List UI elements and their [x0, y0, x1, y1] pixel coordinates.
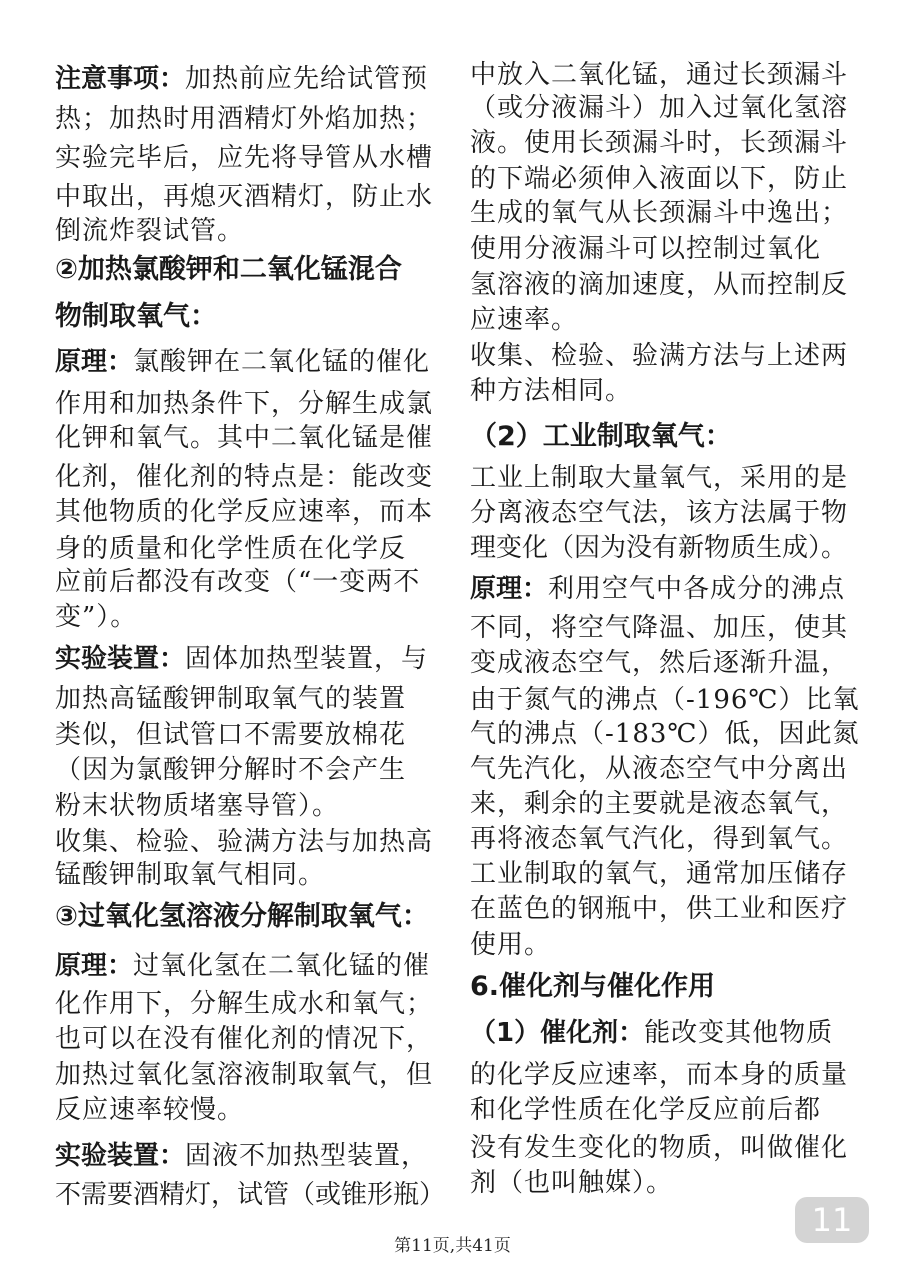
text-line: 来，剩余的主要就是液态氧气，: [470, 789, 849, 819]
text-line: 生成的氧气从长颈漏斗中逸出；: [470, 198, 849, 228]
text-line: 粉末状物质堵塞导管）。: [55, 791, 340, 821]
catalyst-line: [470, 1016, 833, 1050]
text-line: 化作用下，分解生成水和氧气；: [55, 989, 434, 1019]
text-line: 气的沸点（-183℃）低，因此氮: [470, 719, 860, 749]
section-heading: 物制取氧气：: [55, 301, 217, 332]
text-line: 使用分液漏斗可以控制过氧化: [470, 234, 822, 264]
text-line: 热；加热时用酒精灯外焰加热；: [55, 104, 434, 134]
text: 加热前应先给试管预: [185, 64, 429, 94]
apparatus-label: 实验装置：: [55, 1141, 186, 1171]
section-heading: ②加热氯酸钾和二氧化锰混合: [55, 254, 402, 285]
page-number-badge: 11: [795, 1197, 869, 1243]
notice-label: 注意事项：: [55, 64, 186, 94]
text-line: 和化学性质在化学反应前后都: [470, 1095, 822, 1125]
text-line: 在蓝色的钢瓶中，供工业和医疗: [470, 894, 849, 924]
page-footer: 第11页,共41页: [394, 1236, 511, 1256]
text-line: （因为氯酸钾分解时不会产生: [55, 755, 407, 785]
text-line: 使用。: [470, 930, 552, 960]
text-line: （或分液漏斗）加入过氧化氢溶: [470, 93, 849, 123]
text-line: 不同，将空气降温、加压，使其: [470, 613, 849, 643]
text-line: 工业上制取大量氧气，采用的是: [470, 463, 849, 493]
text-line: 不需要酒精灯，试管（或锥形瓶）: [55, 1180, 446, 1210]
principle-line: [470, 572, 845, 606]
text-line: 化剂，催化剂的特点是：能改变: [55, 462, 434, 492]
apparatus-line: [55, 1139, 428, 1173]
apparatus-label: 实验装置：: [55, 644, 186, 674]
text-line: 分离液态空气法，该方法属于物: [470, 498, 849, 528]
text-line: 的化学反应速率，而本身的质量: [470, 1060, 849, 1090]
text-line: 液。使用长颈漏斗时，长颈漏斗: [470, 128, 849, 158]
section-heading: ③过氧化氢溶液分解制取氧气：: [55, 901, 429, 932]
text-line: 再将液态氧气汽化，得到氧气。: [470, 824, 849, 854]
text-line: 类似，但试管口不需要放棉花: [55, 720, 407, 750]
text-line: 反应速率较慢。: [55, 1095, 245, 1125]
text-line: 理变化（因为没有新物质生成）。: [470, 533, 848, 563]
text-line: 其他物质的化学反应速率，而本: [55, 497, 434, 527]
text-line: 中取出，再熄灭酒精灯，防止水: [55, 182, 434, 212]
text-line: 身的质量和化学性质在化学反: [55, 534, 407, 564]
apparatus-line: [55, 642, 428, 676]
principle-line: [55, 949, 430, 983]
text: 能改变其他物质: [644, 1018, 834, 1048]
section-heading: 6.催化剂与催化作用: [470, 971, 716, 1002]
text-line: 收集、检验、验满方法与上述两: [470, 341, 849, 371]
text-line: 种方法相同。: [470, 376, 633, 406]
text-line: 中放入二氧化锰，通过长颈漏斗: [470, 60, 849, 90]
text-line: 应速率。: [470, 305, 579, 335]
principle-label: 原理：: [55, 347, 134, 377]
text-line: 锰酸钾制取氧气相同。: [55, 860, 326, 890]
notice-line: [55, 62, 428, 96]
text-line: 变”）。: [55, 602, 138, 632]
text: 过氧化氢在二氧化锰的催: [133, 951, 431, 981]
text: 利用空气中各成分的沸点: [548, 574, 846, 604]
text-line: 倒流炸裂试管。: [55, 216, 245, 246]
text-line: 作用和加热条件下，分解生成氯: [55, 389, 434, 419]
text: 固体加热型装置，与: [185, 644, 429, 674]
text-line: 加热过氧化氢溶液制取氧气，但: [55, 1060, 434, 1090]
text-line: 氢溶液的滴加速度，从而控制反: [470, 270, 849, 300]
text-line: 实验完毕后，应先将导管从水槽: [55, 143, 434, 173]
section-heading: （2）工业制取氧气：: [470, 421, 732, 452]
text-line: 气先汽化，从液态空气中分离出: [470, 754, 849, 784]
text-line: 应前后都没有改变（“一变两不: [55, 567, 421, 597]
principle-label: 原理：: [470, 574, 549, 604]
text-line: 由于氮气的沸点（-196℃）比氧: [470, 685, 860, 715]
text-line: 收集、检验、验满方法与加热高: [55, 827, 434, 857]
text-line: 的下端必须伸入液面以下，防止: [470, 164, 849, 194]
text: 氯酸钾在二氧化锰的催化: [133, 347, 431, 377]
text-line: 化钾和氧气。其中二氧化锰是催: [55, 423, 434, 453]
text-line: 加热高锰酸钾制取氧气的装置: [55, 684, 407, 714]
text: 固液不加热型装置，: [185, 1141, 429, 1171]
principle-line: [55, 345, 430, 379]
text-line: 也可以在没有催化剂的情况下，: [55, 1024, 434, 1054]
text-line: 剂（也叫触媒）。: [470, 1168, 674, 1198]
principle-label: 原理：: [55, 951, 134, 981]
catalyst-label: （1）催化剂：: [470, 1018, 645, 1048]
text-line: 变成液态空气，然后逐渐升温，: [470, 648, 849, 678]
text-line: 没有发生变化的物质，叫做催化: [470, 1133, 849, 1163]
text-line: 工业制取的氧气，通常加压储存: [470, 859, 849, 889]
